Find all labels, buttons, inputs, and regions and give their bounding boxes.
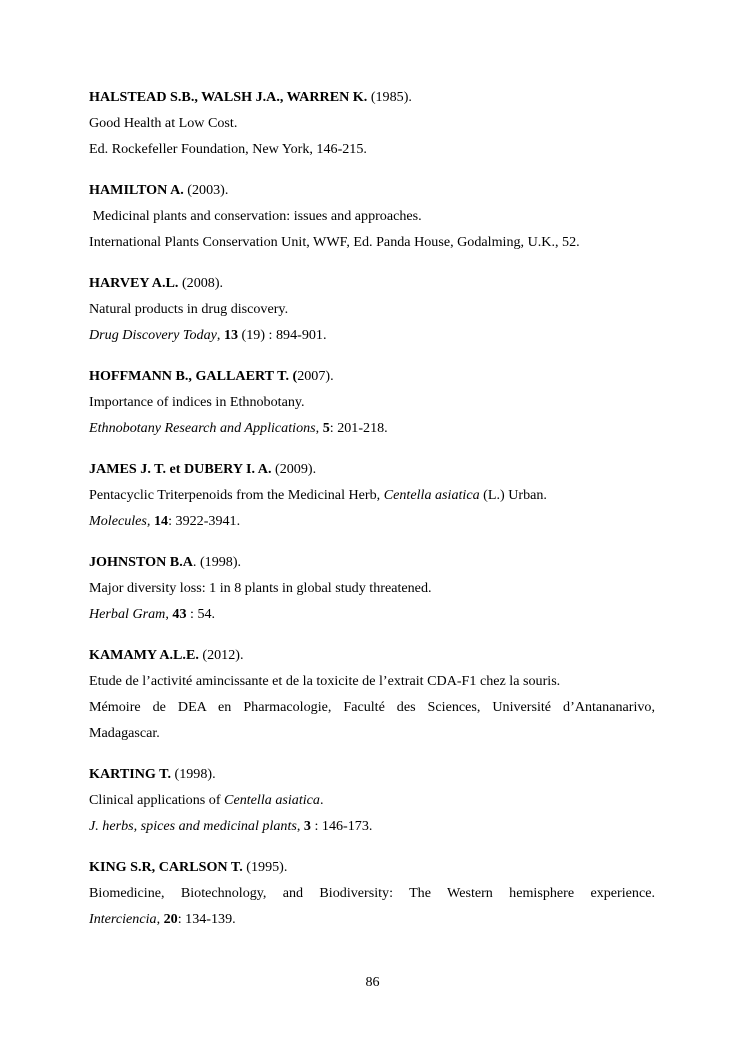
reference-authors: KARTING T.: [89, 766, 171, 782]
reference-journal: Molecules,: [89, 513, 151, 529]
reference-year: (1995).: [242, 859, 288, 875]
reference-title: [89, 787, 655, 813]
reference-journal: J. herbs, spices and medicinal plants: [89, 818, 297, 834]
reference-authors: KING S.R, CARLSON T.: [89, 859, 243, 875]
reference-header: [89, 363, 655, 389]
reference-separator: ,: [296, 818, 304, 834]
reference-entry: [89, 456, 655, 534]
reference-pages: : 3922-3941.: [168, 513, 241, 529]
reference-source: Mémoire de DEA en Pharmacologie, Faculté des Sciences, Université d’Antananarivo,: [89, 699, 655, 715]
reference-title: Major diversity loss: 1 in 8 plants in global study threatened.: [89, 580, 432, 596]
reference-separator: ,: [156, 911, 164, 927]
reference-header: [89, 549, 655, 575]
reference-title: Etude de l’activité amincissante et de la toxicite de l’extrait CDA-F1 chez la souris.: [89, 673, 561, 689]
reference-journal: Herbal Gram: [89, 606, 166, 622]
reference-citation: [89, 601, 655, 627]
reference-entry: [89, 363, 655, 441]
reference-title-text: Pentacyclic Triterpenoids from the Medicinal Herb,: [89, 487, 384, 503]
reference-year: 2007).: [297, 368, 334, 384]
reference-year: . (1998).: [192, 554, 242, 570]
reference-journal: Interciencia: [89, 911, 157, 927]
reference-authors: KAMAMY A.L.E.: [89, 647, 199, 663]
reference-authors: HAMILTON A.: [89, 182, 184, 198]
reference-pages: : 146-173.: [310, 818, 373, 834]
reference-title: Good Health at Low Cost.: [89, 115, 238, 131]
reference-citation: [89, 508, 655, 534]
reference-title: Biomedicine, Biotechnology, and Biodiversity: The Western hemisphere experience.: [89, 885, 655, 901]
reference-list: [89, 84, 655, 947]
reference-citation: [89, 813, 655, 839]
reference-header: [89, 177, 655, 203]
reference-entry: [89, 549, 655, 627]
reference-volume: 5: [322, 420, 330, 436]
reference-entry: [89, 642, 655, 746]
reference-entry: [89, 854, 655, 932]
reference-year: (1998).: [171, 766, 216, 782]
reference-header: [89, 761, 655, 787]
reference-title-text: Clinical applications of: [89, 792, 225, 808]
reference-source-continued: Madagascar.: [89, 725, 160, 741]
reference-year: (1985).: [367, 89, 412, 105]
reference-entry: [89, 177, 655, 255]
reference-entry: [89, 84, 655, 162]
reference-header: [89, 854, 655, 880]
page-number: 86: [365, 974, 380, 990]
reference-entry: [89, 270, 655, 348]
reference-header: [89, 456, 655, 482]
reference-species: Centella asiatica: [383, 487, 480, 503]
reference-pages: : 54.: [186, 606, 216, 622]
reference-journal: Ethnobotany Research and Applications: [89, 420, 316, 436]
reference-entry: [89, 761, 655, 839]
reference-volume: 14: [153, 513, 169, 529]
reference-year: (2009).: [271, 461, 317, 477]
reference-year: (2012).: [198, 647, 244, 663]
reference-pages: : 201-218.: [329, 420, 388, 436]
reference-separator: ,: [216, 327, 224, 343]
reference-title-text: .: [319, 792, 324, 808]
reference-volume: 43: [172, 606, 187, 622]
reference-citation: [89, 906, 655, 932]
reference-title-text: (L.) Urban.: [479, 487, 547, 503]
reference-source: International Plants Conservation Unit, WWF, Ed. Panda House, Godalming, U.K., 52.: [89, 234, 580, 250]
reference-header: [89, 270, 655, 296]
reference-volume: 13: [223, 327, 239, 343]
reference-title: Importance of indices in Ethnobotany.: [89, 394, 305, 410]
reference-separator: ,: [315, 420, 323, 436]
reference-species: Centella asiatica: [224, 792, 320, 808]
reference-citation: [89, 415, 655, 441]
reference-year: (2003).: [183, 182, 229, 198]
reference-title: [89, 482, 655, 508]
reference-pages: : 134-139.: [177, 911, 236, 927]
reference-year: (2008).: [178, 275, 224, 291]
reference-separator: ,: [165, 606, 173, 622]
reference-authors: JOHNSTON B.A: [89, 554, 193, 570]
reference-header: [89, 642, 655, 668]
reference-authors: HOFFMANN B., GALLAERT T. (: [89, 368, 298, 384]
reference-citation: [89, 322, 655, 348]
reference-title: Natural products in drug discovery.: [89, 301, 289, 317]
reference-journal: Drug Discovery Today: [89, 327, 217, 343]
reference-authors: HALSTEAD S.B., WALSH J.A., WARREN K.: [89, 89, 368, 105]
reference-pages: (19) : 894-901.: [238, 327, 327, 343]
reference-authors: HARVEY A.L.: [89, 275, 179, 291]
reference-volume: 20: [163, 911, 178, 927]
reference-title: Medicinal plants and conservation: issues and approaches.: [89, 208, 422, 224]
reference-authors: JAMES J. T. et DUBERY I. A.: [89, 461, 272, 477]
reference-source: Ed. Rockefeller Foundation, New York, 146-215.: [89, 141, 367, 157]
reference-volume: 3: [303, 818, 311, 834]
reference-header: [89, 84, 655, 110]
